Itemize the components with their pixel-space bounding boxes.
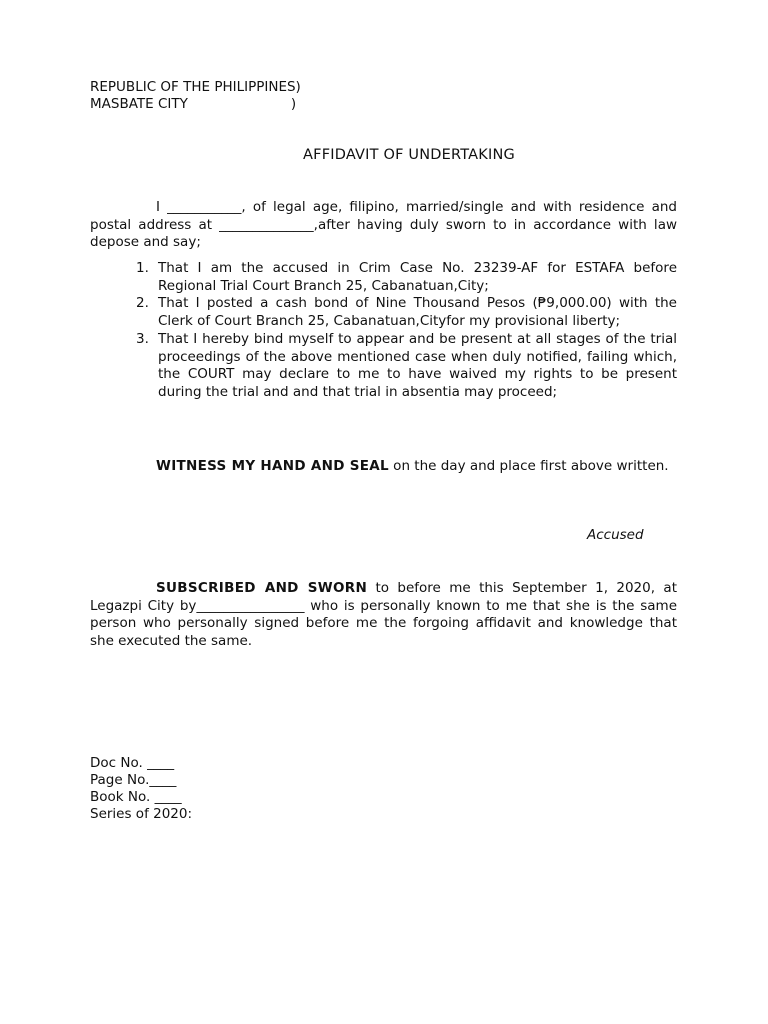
jurat-paragraph bbox=[90, 580, 677, 650]
list-item-number: 3. bbox=[136, 330, 149, 347]
list-item-number: 2. bbox=[136, 295, 149, 312]
list-item bbox=[90, 331, 677, 402]
jurat-text-2: who is personally known to me that she is the same person who personally signed before me the forgoing affidavit and knowledge that she executed the same. bbox=[90, 597, 677, 649]
signature-label: Accused bbox=[587, 527, 644, 543]
notarial-register bbox=[90, 755, 192, 823]
address-blank: ______________, bbox=[219, 216, 318, 233]
series-year: Series of 2020: bbox=[90, 806, 193, 822]
list-item bbox=[90, 260, 677, 295]
notary-name-blank: ________________ bbox=[196, 597, 305, 614]
undertaking-list bbox=[90, 260, 677, 402]
jurat-heading: SUBSCRIBED AND SWORN bbox=[156, 580, 368, 596]
doc-number: Doc No. ____ bbox=[90, 755, 175, 771]
list-item bbox=[90, 295, 677, 330]
venue-caption bbox=[90, 79, 301, 113]
page-number: Page No.____ bbox=[90, 772, 177, 788]
witness-paragraph bbox=[90, 458, 677, 476]
caption-republic: REPUBLIC OF THE PHILIPPINES) bbox=[90, 79, 301, 95]
document-title: AFFIDAVIT OF UNDERTAKING bbox=[303, 147, 515, 163]
intro-suffix: after having duly sworn to in accordance with law depose and say; bbox=[90, 216, 678, 250]
list-item-number: 1. bbox=[136, 260, 149, 276]
witness-text: on the day and place first above written. bbox=[388, 458, 669, 474]
intro-paragraph bbox=[90, 199, 677, 252]
intro-middle: of legal age, filipino, married/single and with residence and postal address at bbox=[90, 199, 677, 233]
list-item-text: That I posted a cash bond of Nine Thousand Pesos (₱9,000.00) with the Clerk of Court Branch 25, Cabanatuan,Cityfor my provisional liberty; bbox=[158, 295, 677, 330]
intro-prefix: I bbox=[156, 199, 168, 215]
name-blank: ___________, bbox=[167, 199, 246, 215]
book-number: Book No. ____ bbox=[90, 789, 182, 805]
list-item-text: That I am the accused in Crim Case No. 23239-AF for ESTAFA before Regional Trial Court Branch 25, Cabanatuan,City; bbox=[158, 260, 677, 294]
list-item-text: That I hereby bind myself to appear and be present at all stages of the trial proceedings of the above mentioned case when duly notified, failing which, the COURT may declare to me to have waived my rights to be present during the trial and and that trial in absentia may proceed; bbox=[158, 330, 677, 400]
jurat-text-1: to before me this September 1, 2020, at Legazpi City by bbox=[90, 580, 677, 614]
witness-heading: WITNESS MY HAND AND SEAL bbox=[156, 458, 389, 474]
caption-city: MASBATE CITY ) bbox=[90, 96, 297, 112]
